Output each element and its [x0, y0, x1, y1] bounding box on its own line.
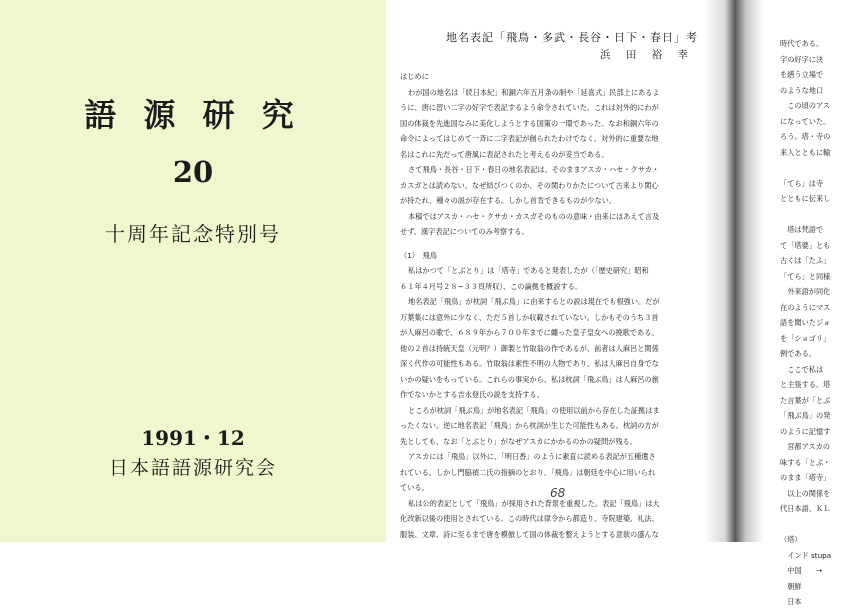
- right-page-line: のような地口: [780, 85, 824, 95]
- right-page-line: のまま「塔寺」: [780, 473, 831, 482]
- right-page-line: 在のようにマス: [780, 302, 831, 312]
- right-page-line: ここで私は: [780, 364, 824, 374]
- article-author: 浜 田 裕 幸: [600, 48, 695, 61]
- right-page-line: 字の好字に決: [780, 54, 824, 64]
- right-page-line: （塔）: [780, 535, 802, 544]
- text-line: 作でないかとする吉永登氏の説を支持する。: [400, 390, 544, 399]
- right-page-line: のように記憶す: [780, 426, 831, 436]
- right-page-line: [780, 517, 850, 533]
- right-page-line: 塔は梵語で: [780, 225, 824, 234]
- right-page-line: 「てら」と同様: [780, 271, 831, 281]
- text-line: ている。: [400, 483, 429, 492]
- right-page-line: この頃のアス: [780, 101, 831, 110]
- right-page-line: 語を聞いたジョ: [780, 318, 831, 327]
- text-line: ったくない。逆に地名表記「飛鳥」から枕詞が生じた可能性もある。枕詞の方が: [400, 421, 659, 430]
- right-page-line: ろう。塔・寺の: [780, 132, 831, 141]
- right-page-line: 古くは「たふ」: [780, 256, 831, 265]
- section-heading-asuka: （1） 飛鳥: [400, 250, 437, 260]
- text-line: わが国の地名は「続日本紀」和銅六年五月条の制や「延喜式」民部上にあるよ: [408, 87, 660, 97]
- right-page-line: 時代である。: [780, 39, 824, 48]
- right-page-line: 例である。: [780, 349, 816, 358]
- cover-subtitle: 十周年記念特別号: [105, 222, 281, 246]
- right-page-line: 「てら」は寺: [780, 178, 824, 188]
- text-line: 命令によってはじめて一斉に二字表記が創られたわけでなく、対外的に重要な地: [400, 134, 659, 143]
- right-page-line: [780, 160, 850, 176]
- article-title: 地名表記「飛鳥・多武・長谷・日下・春日」考: [446, 31, 698, 44]
- text-line: 国の体裁を先進国なみに美化しようとする国策の一環であった。なお和銅六年の: [400, 118, 659, 128]
- text-line: アスカには「飛鳥」以外に、「明日香」のように素直に読める表記が五種遺さ: [408, 452, 656, 461]
- text-line: 私はかつて「とぶとり」は「塔寺」であると発表したが（「歴史研究」昭和: [408, 266, 649, 275]
- text-line: 地名表記「飛鳥」が枕詞「飛ぶ鳥」に由来するとの説は現在でも根強い。だが: [408, 297, 660, 306]
- page-number: 68: [550, 486, 566, 500]
- right-page-line: て「塔婆」とも: [780, 240, 831, 250]
- text-line: れている。しかし門脇禎二氏の指摘のとおり、「飛鳥」は朝廷を中心に用いられ: [400, 467, 656, 477]
- issue-number: 20: [172, 155, 214, 189]
- text-line: 深く代作の可能性もある。竹取翁は素性不明の人物であり、私は人麻呂自身でな: [400, 359, 659, 368]
- article-spread: [386, 0, 841, 606]
- text-line: が人麻呂の歌で、６８９年から７００年までに纏った皇子皇女への挽歌である。: [400, 328, 659, 337]
- text-line: 他の２首は持統天皇（元明？）御製と竹取翁の作であるが、前者は人麻呂と関係: [400, 343, 659, 353]
- text-line: うに、唐に習い二字の好字で表記するよう命令されていた。これは対外的にわが: [400, 103, 659, 112]
- right-page-line: を「ショゴリ」: [780, 333, 831, 343]
- text-line: ６１年４月号２８−３３頁所収）、この論拠を概説する。: [400, 281, 583, 291]
- text-line: 化改新以後の使用とされている。この時代は律令から都造り、寺院建築、礼法、: [400, 514, 659, 523]
- text-line: さて飛鳥・長谷・日下・春日の地名表記は、そのままアスカ・ハセ・クサカ・: [408, 165, 660, 174]
- right-page-line: 日本: [780, 597, 802, 606]
- right-page-line: 外来語が同化: [780, 287, 831, 296]
- text-line: カスガとは読めない。なぜ結びつくのか、その関わりかたについて古来より関心: [400, 180, 659, 190]
- publication-date: 1991・12: [141, 426, 245, 450]
- article-right-page: [780, 36, 850, 610]
- book-cover: [0, 0, 387, 542]
- right-page-line: 代日本語、ＫＬ: [780, 504, 831, 513]
- text-line: 万葉集には意外に少なく、ただ５首しか収載されていない。しかもそのうち３首: [400, 312, 659, 322]
- right-page-line: と主張する。塔: [780, 380, 831, 389]
- book-gutter: [704, 0, 764, 542]
- text-line: せず、漢字表記についてのみ考察する。: [400, 227, 529, 236]
- intro-text: [400, 85, 706, 240]
- text-line: が持たれ、種々の説が存在する。しかし首肯できるものが少ない。: [400, 196, 617, 205]
- text-line: 私は公的表記として「飛鳥」が採用された背景を重視した。表記「飛鳥」は大: [408, 498, 660, 508]
- text-line: 服装、文章、詩に至るまで唐を模倣して国の体裁を整えようとする意欲の盛んな: [400, 529, 659, 539]
- section-heading-intro: はじめに: [400, 72, 429, 81]
- right-page-line: 以上の関係を: [780, 488, 831, 498]
- right-page-line: 「飛ぶ鳥」の発: [780, 411, 831, 420]
- right-page-line: 宮都アスカの: [780, 442, 831, 451]
- cover-title: 語 源 研 究: [84, 96, 302, 134]
- right-page-line: を繕う立場で: [780, 70, 824, 79]
- right-page-line: 朝鮮: [780, 581, 802, 591]
- text-line: ところが枕詞「飛ぶ鳥」が地名表記「飛鳥」の使用以前から存在した証拠はま: [408, 405, 660, 415]
- right-page-line: た言葉が「とぶ: [780, 395, 831, 405]
- text-line: 先としても、なお「とぶとり」がなぜアスカにかかるのかの疑問が残る。: [400, 436, 637, 446]
- right-page-line: 来人とともに輸: [780, 147, 831, 157]
- right-page-line: とともに伝来し: [780, 194, 831, 203]
- article-left-page: [400, 30, 706, 542]
- right-page-line: [780, 207, 850, 223]
- text-line: 本稿ではアスカ・ハセ・クサカ・カスガそのものの意味・由来にはあえて言及: [408, 211, 660, 221]
- right-page-line: になっていた。: [780, 116, 831, 126]
- right-page-line: インド stupa: [780, 550, 832, 560]
- right-page-line: 中国 →: [780, 566, 822, 575]
- text-line: いかの疑いをもっている。これらの事実から、私は枕詞「飛ぶ鳥」は人麻呂の創: [400, 374, 659, 384]
- text-line: 名はこれに先だって唐風に表記されたと考えるのが妥当である。: [400, 149, 609, 159]
- publisher: 日本語語源研究会: [108, 457, 277, 479]
- right-page-line: 味する「とぶ・: [780, 457, 831, 467]
